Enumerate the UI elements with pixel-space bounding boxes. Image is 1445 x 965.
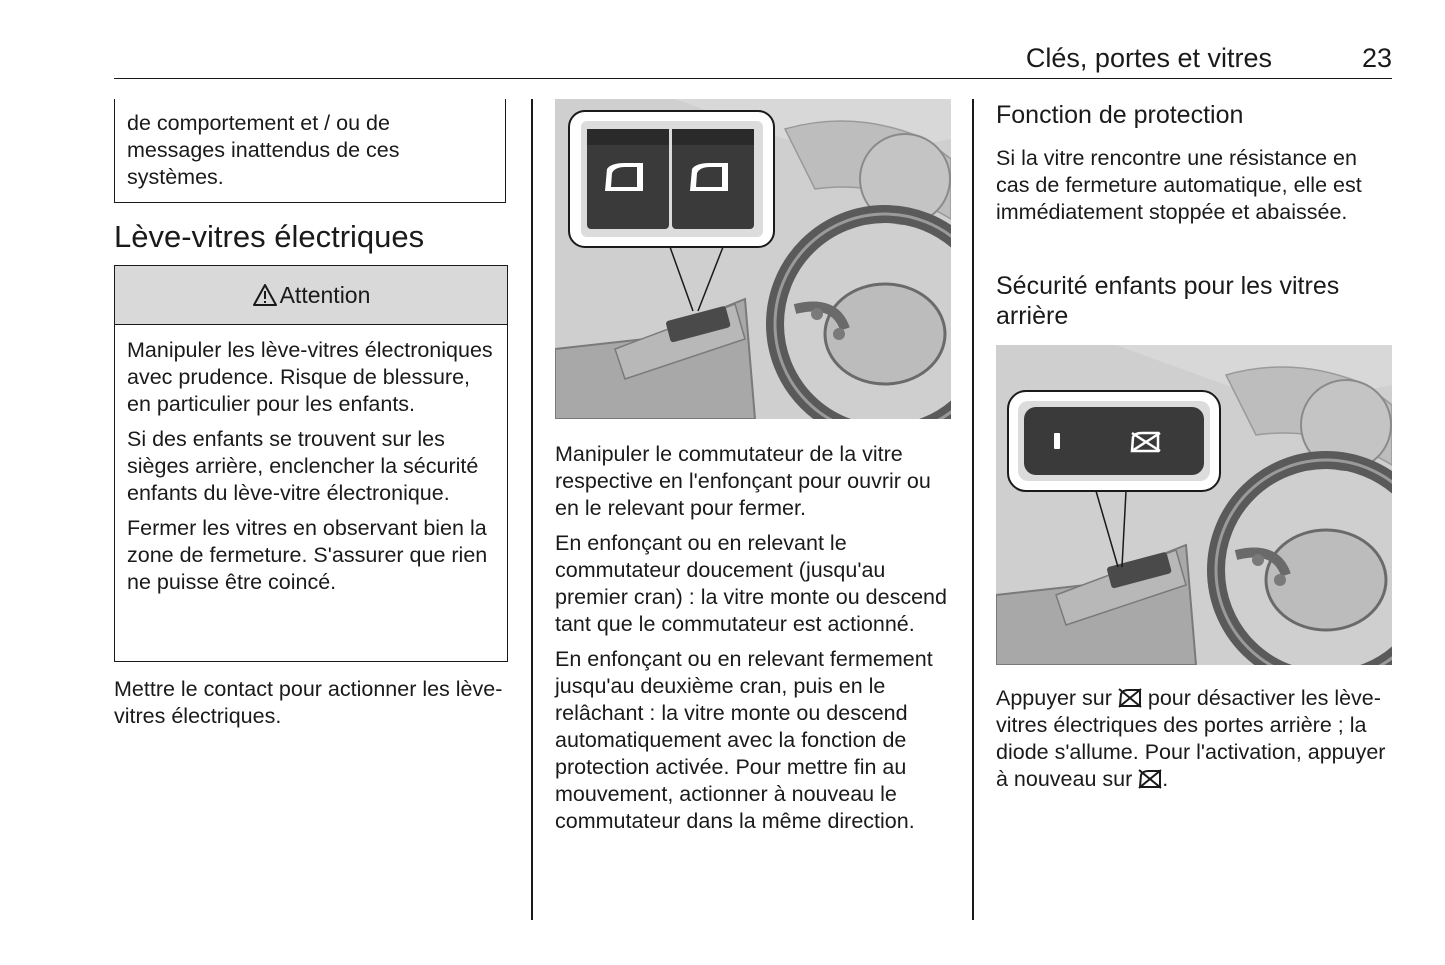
child-lock-symbol-icon [1118, 688, 1142, 708]
child-text-part3: . [1162, 767, 1169, 791]
continued-warning-box [114, 99, 506, 203]
ignition-note-text: Mettre le contact pour actionner les lève-vitres électriques. [114, 677, 503, 728]
switch-instructions [555, 441, 952, 843]
child-text-part1: Appuyer sur [996, 686, 1112, 710]
protection-text: Si la vitre rencontre une résistance en cas de fermeture automatique, elle est immédiatement stoppée et abaissée. [996, 146, 1362, 224]
protection-title: Fonction de protection [996, 101, 1244, 129]
warning-paragraph: Si des enfants se trouvent sur les sièges arrière, enclencher la sécurité enfants du lève-vitre électronique. [127, 427, 479, 505]
warning-triangle-icon [252, 283, 278, 307]
column-divider-1 [531, 99, 533, 920]
warning-body [115, 325, 507, 616]
warning-box [114, 265, 508, 662]
protection-description [996, 145, 1392, 226]
warning-header [115, 266, 507, 325]
child-safety-description [996, 685, 1392, 793]
column-divider-2 [972, 99, 974, 920]
page-number: 23 [1361, 43, 1392, 73]
section-title: Lève-vitres électriques [114, 219, 425, 254]
instruction-paragraph: En enfonçant ou en relevant le commutateur doucement (jusqu'au premier cran) : la vitre monte ou descend tant que le commutateur est actionné. [555, 531, 947, 636]
instruction-paragraph: Manipuler le commutateur de la vitre respective en l'enfonçant pour ouvrir ou en le relevant pour fermer. [555, 442, 931, 520]
warning-paragraph: Manipuler les lève-vitres électroniques avec prudence. Risque de blessure, en particulier pour les enfants. [127, 338, 493, 416]
child-safety-text [996, 685, 1392, 793]
child-text-part2: pour désactiver les lève-vitres électriques des portes arrière ; la diode s'allume. Pour l'activation, appuyer à nouveau sur [996, 686, 1386, 791]
child-lock-drawing [996, 345, 1392, 665]
window-switch-drawing [555, 99, 951, 419]
child-lock-illustration [996, 345, 1392, 665]
chapter-title: Clés, portes et vitres [1025, 43, 1272, 73]
instruction-paragraph: En enfonçant ou en relevant fermement jusqu'au deuxième cran, puis en le relâchant : la vitre monte ou descend automatiquement avec la fonction de protection activée. Pour mettre fin au mouvement, actionner à nouveau le commutateur dans la même direction. [555, 647, 933, 833]
child-lock-symbol-icon [1138, 769, 1162, 789]
ignition-note [114, 676, 509, 730]
page-header [114, 38, 1392, 79]
warning-label: Attention [279, 281, 371, 308]
warning-paragraph: Fermer les vitres en observant bien la zone de fermeture. S'assurer que rien ne puisse être coincé. [127, 516, 488, 594]
child-safety-title: Sécurité enfants pour les vitres arrière [996, 272, 1340, 330]
window-switch-illustration [555, 99, 951, 419]
continued-text: de comportement et / ou de messages inattendus de ces systèmes. [127, 111, 400, 189]
